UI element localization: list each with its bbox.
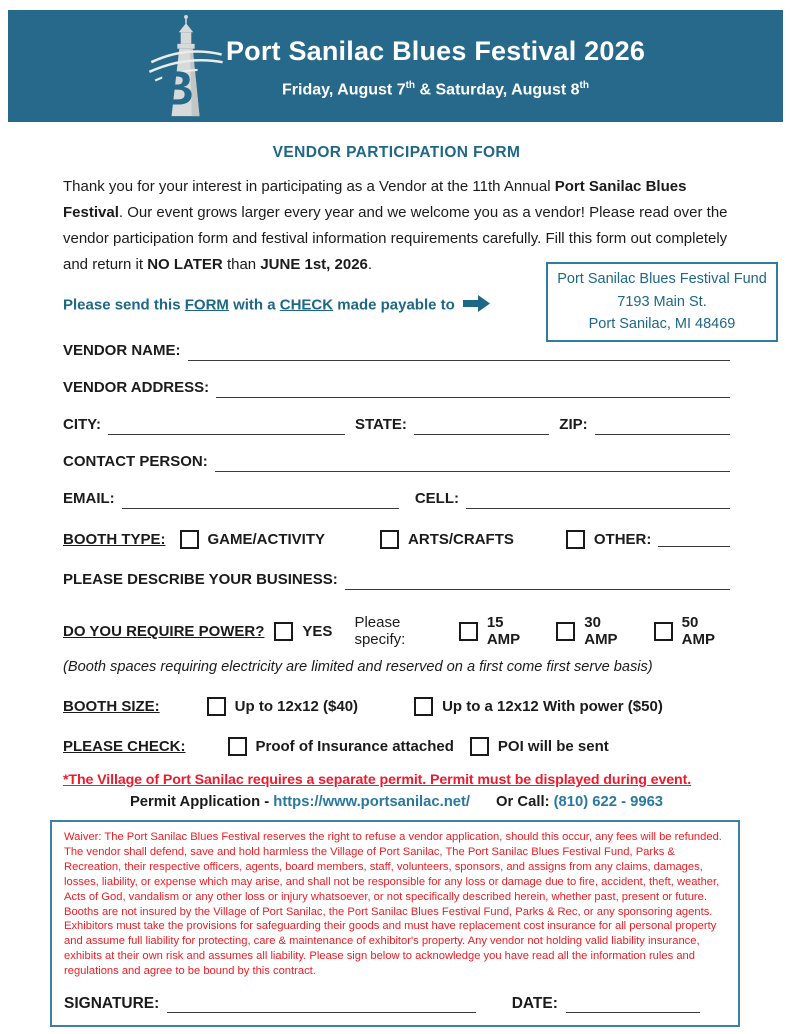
please-check-row	[63, 737, 730, 756]
header-text	[226, 36, 645, 99]
please-check-label: PLEASE CHECK:	[63, 738, 186, 755]
game-activity-label: GAME/ACTIVITY	[207, 531, 326, 548]
poi-attached-label: Proof of Insurance attached	[255, 738, 454, 755]
event-dates: Friday, August 7th & Saturday, August 8th	[282, 80, 589, 99]
state-field[interactable]	[414, 417, 549, 435]
header-banner	[8, 10, 783, 122]
signature-field[interactable]	[167, 995, 475, 1013]
right-arrow-icon	[463, 295, 490, 316]
signature-row	[64, 995, 726, 1013]
form-body	[0, 144, 791, 1027]
checkbox-50-amp[interactable]	[654, 622, 673, 641]
vendor-name-label: VENDOR NAME:	[63, 342, 181, 359]
booth-type-row	[63, 530, 730, 549]
amp50-label: 50 AMP	[681, 614, 715, 648]
signature-label: SIGNATURE:	[64, 995, 160, 1013]
payee-name: Port Sanilac Blues Festival Fund	[557, 271, 767, 287]
contact-person-field[interactable]	[215, 454, 730, 472]
other-label: OTHER:	[593, 531, 652, 548]
email-cell-row	[63, 489, 730, 509]
email-field[interactable]	[122, 491, 399, 509]
permit-contact-line	[63, 794, 730, 810]
waiver-box	[50, 820, 740, 1027]
checkbox-poi-attached[interactable]	[228, 737, 247, 756]
size-50-label: Up to a 12x12 With power ($50)	[442, 698, 663, 715]
intro-paragraph: Thank you for your interest in participating as a Vendor at the 11th Annual Port Sanilac Blues Festival. Our event grows larger every year and we welcome you as a vendor! Please read over the vendor participation form and festival information requirements carefully. Fill this form out completely and return it NO LATER than JUNE 1st, 2026.	[63, 178, 728, 273]
city-state-zip-row	[63, 415, 730, 435]
page-title: Port Sanilac Blues Festival 2026	[225, 36, 646, 67]
form-title: VENDOR PARTICIPATION FORM	[272, 144, 521, 161]
waiver-text: Waiver: The Port Sanilac Blues Festival reserves the right to refuse a vendor application, should this occur, any fees will be refunded. The vendor shall defend, save and hold harmless the Village of Port Sanilac, The Port Sanilac Blues Festival Fund, Parks & Recreation, their respective officers, agents, board members, staff, volunteers, sponsors, and assigns from any claims, damages, losses, liability, or expense which may arise, and shall not be responsible for any loss or damage due to fire, accident, theft, weather, Acts of God, vandalism or any other loss or injury whatsoever, or not specifically described herein, whether past, present or future. Booths are not insured by the Village of Port Sanilac, the Port Sanilac Blues Festival Fund, Parks & Rec, or any sponsoring agents. Exhibitors must take the provisions for safeguarding their goods and must have replacement cost insurance for all personal property and assume full liability for protecting, care & maintenance of exhibitor's property. Any vendor not holding valid liability insurance, exhibits at their own risk and assumes all liability. Please sign below to acknowledge you have read all the information rules and regulations and agree to be bound by this contract.	[64, 831, 722, 978]
zip-label: ZIP:	[559, 416, 588, 433]
state-label: STATE:	[354, 416, 407, 433]
booth-type-option-arts	[380, 530, 514, 549]
amp15-option	[459, 614, 535, 648]
size-40-label: Up to 12x12 ($40)	[234, 698, 359, 715]
email-label: EMAIL:	[63, 490, 115, 507]
amp50-option	[654, 614, 730, 648]
vendor-address-field[interactable]	[216, 380, 730, 398]
other-field[interactable]	[658, 532, 730, 547]
checkbox-15-amp[interactable]	[459, 622, 478, 641]
arts-crafts-label: ARTS/CRAFTS	[408, 531, 514, 548]
vendor-address-row	[63, 378, 730, 398]
poi-sent-label: POI will be sent	[497, 738, 609, 755]
checkbox-poi-sent[interactable]	[470, 737, 489, 756]
date-field[interactable]	[566, 995, 700, 1013]
checkbox-game-activity[interactable]	[180, 530, 199, 549]
cell-label: CELL:	[414, 490, 460, 507]
payee-city-state: Port Sanilac, MI 48469	[588, 316, 736, 332]
power-note: (Booth spaces requiring electricity are limited and reserved on a first come first serve basis)	[63, 659, 653, 675]
checkbox-size-power-50[interactable]	[414, 697, 433, 716]
vendor-form-page	[0, 10, 791, 1027]
power-question-label: DO YOU REQUIRE POWER?	[63, 622, 265, 640]
zip-field[interactable]	[595, 417, 730, 435]
poi-attached-option	[228, 737, 454, 756]
power-yes-label: YES	[302, 622, 333, 640]
booth-size-option-50	[414, 697, 663, 716]
date-label: DATE:	[511, 995, 558, 1013]
payee-address-box	[546, 262, 778, 342]
booth-type-option-other	[566, 530, 730, 549]
cell-field[interactable]	[466, 491, 730, 509]
booth-size-row	[63, 697, 730, 716]
city-field[interactable]	[108, 417, 345, 435]
payee-street: 7193 Main St.	[617, 293, 707, 310]
city-label: CITY:	[63, 416, 102, 433]
booth-size-option-40	[207, 697, 358, 716]
power-yes-option	[274, 622, 332, 641]
checkbox-size-40[interactable]	[207, 697, 226, 716]
svg-text:B: B	[158, 61, 194, 116]
send-instruction: Please send this FORM with a CHECK made payable to	[63, 295, 730, 316]
amp30-option	[556, 614, 632, 648]
amp15-label: 15 AMP	[486, 614, 521, 648]
booth-type-label: BOOTH TYPE:	[63, 531, 166, 548]
checkbox-30-amp[interactable]	[556, 622, 575, 641]
permit-phone: (810) 622 - 9963	[553, 794, 664, 810]
lighthouse-logo-icon	[146, 14, 226, 120]
power-row	[63, 614, 730, 648]
booth-type-option-game	[180, 530, 326, 549]
describe-business-row	[63, 570, 730, 590]
vendor-address-label: VENDOR ADDRESS:	[63, 379, 210, 396]
poi-sent-option	[470, 737, 609, 756]
booth-size-label: BOOTH SIZE:	[63, 698, 160, 715]
contact-person-row	[63, 452, 730, 472]
checkbox-power-yes[interactable]	[274, 622, 293, 641]
checkbox-other[interactable]	[566, 530, 585, 549]
vendor-name-row	[63, 341, 730, 361]
checkbox-arts-crafts[interactable]	[380, 530, 399, 549]
describe-business-label: PLEASE DESCRIBE YOUR BUSINESS:	[63, 571, 338, 588]
amp30-label: 30 AMP	[584, 614, 618, 648]
permit-warning: *The Village of Port Sanilac requires a separate permit. Permit must be displayed during event.	[63, 772, 692, 788]
describe-business-field[interactable]	[345, 572, 730, 590]
permit-application-label: Permit Application -	[129, 794, 270, 810]
permit-url-link[interactable]: https://www.portsanilac.net/	[273, 794, 471, 810]
or-call-label: Or Call:	[496, 794, 550, 810]
contact-person-label: CONTACT PERSON:	[63, 453, 208, 470]
vendor-name-field[interactable]	[188, 343, 730, 361]
power-specify-label: Please specify:	[354, 614, 406, 648]
